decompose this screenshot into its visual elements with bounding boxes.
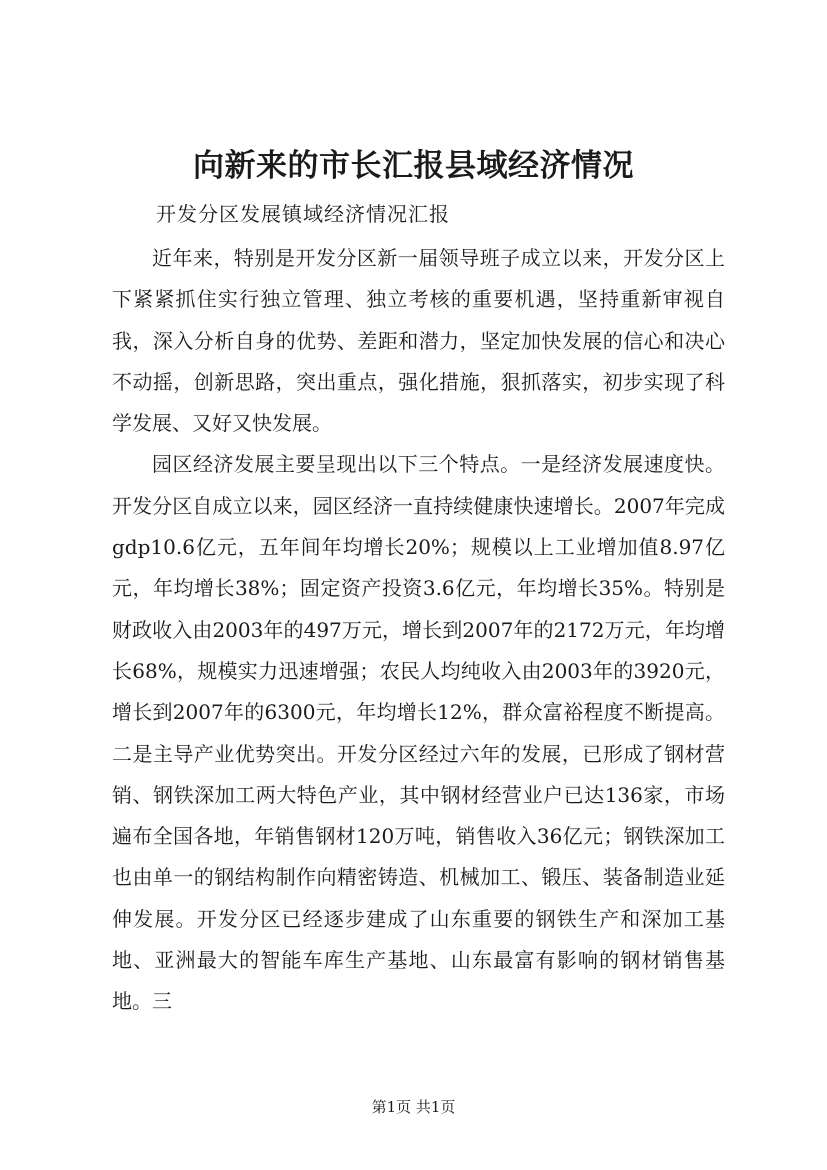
document-body xyxy=(112,238,725,1023)
paragraph: 园区经济发展主要呈现出以下三个特点。一是经济发展速度快。开发分区自成立以来，园区经济一直持续健康快速增长。2007年完成gdp10.6亿元，五年间年均增长20%；规模以上工业增加值8.97亿元，年均增长38%；固定资产投资3.6亿元，年均增长35%。特别是财政收入由2003年的497万元，增长到2007年的2172万元，年均增长68%，规模实力迅速增强；农民人均纯收入由2003年的3920元，增长到2007年的6300元，年均增长12%，群众富裕程度不断提高。二是主导产业优势突出。开发分区经过六年的发展，已形成了钢材营销、钢铁深加工两大特色产业，其中钢材经营业户已达136家，市场遍布全国各地，年销售钢材120万吨，销售收入36亿元；钢铁深加工也由单一的钢结构制作向精密铸造、机械加工、锻压、装备制造业延伸发展。开发分区已经逐步建成了山东重要的钢铁生产和深加工基地、亚洲最大的智能车库生产基地、山东最富有影响的钢材销售基地。三 xyxy=(112,452,725,1014)
paragraph: 近年来，特别是开发分区新一届领导班子成立以来，开发分区上下紧紧抓住实行独立管理、独立考核的重要机遇，坚持重新审视自我，深入分析自身的优势、差距和潜力，坚定加快发展的信心和决心不动摇，创新思路，突出重点，强化措施，狠抓落实，初步实现了科学发展、又好又快发展。 xyxy=(112,246,725,436)
page-footer: 第1页 共1页 xyxy=(371,1098,456,1116)
document-subtitle: 开发分区发展镇域经济情况汇报 xyxy=(156,202,450,226)
document-title: 向新来的市长汇报县域经济情况 xyxy=(193,148,634,184)
